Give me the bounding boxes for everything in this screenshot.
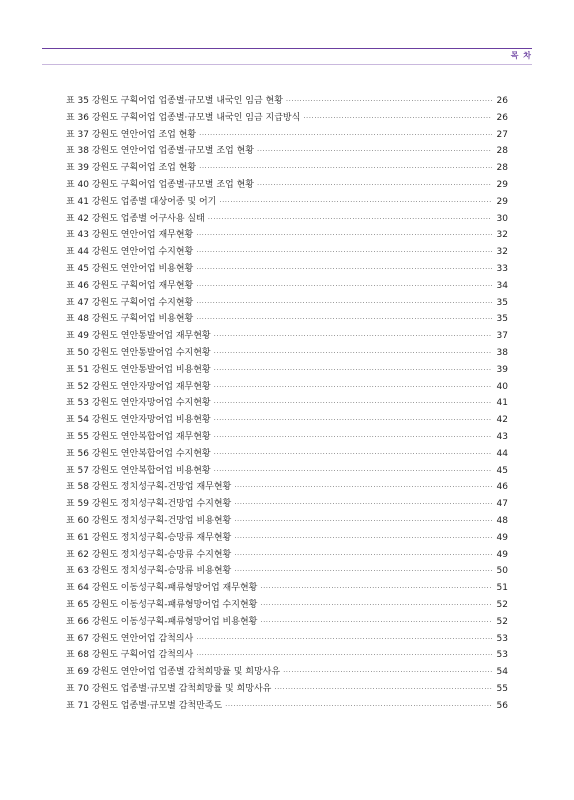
toc-entry-label: 표 49 강원도 연안통발어업 재무현황: [66, 331, 211, 342]
toc-entry[interactable]: [66, 278, 508, 295]
toc-leader-dots: [214, 412, 492, 429]
toc-entry[interactable]: [66, 446, 508, 463]
toc-entry-page: 50: [496, 566, 508, 577]
toc-leader-dots: [214, 362, 492, 379]
toc-entry-page: 49: [496, 532, 508, 543]
toc-entry-page: 42: [496, 415, 508, 426]
toc-entry-page: 40: [496, 381, 508, 392]
toc-entry[interactable]: [66, 177, 508, 194]
toc-entry[interactable]: [66, 597, 508, 614]
page-title: 목 차: [510, 51, 532, 60]
toc-entry-label: 표 35 강원도 구획어업 업종별·규모별 내국인 임금 현황: [66, 96, 283, 106]
toc-entry-label: 표 71 강원도 업종별·규모별 감척만족도: [66, 700, 223, 711]
toc-entry[interactable]: [66, 311, 508, 328]
toc-entry-page: 49: [496, 549, 508, 560]
toc-entry-page: 41: [496, 398, 508, 409]
toc-entry[interactable]: [66, 429, 508, 446]
toc-leader-dots: [303, 110, 492, 127]
toc-entry-label: 표 37 강원도 연안어업 조업 현황: [66, 129, 197, 140]
toc-entry-label: 표 62 강원도 정치성구획-승망류 수지현황: [66, 549, 232, 560]
toc-entry-page: 33: [496, 263, 508, 274]
toc-leader-dots: [214, 379, 492, 396]
toc-leader-dots: [214, 395, 492, 412]
toc-entry-page: 55: [496, 683, 508, 694]
toc-entry-label: 표 38 강원도 연안어업 업종별·규모별 조업 현황: [66, 146, 254, 157]
toc-leader-dots: [199, 127, 492, 144]
toc-leader-dots: [257, 177, 492, 194]
toc-entry[interactable]: [66, 345, 508, 362]
toc-entry-page: 35: [496, 297, 508, 308]
toc-entry-label: 표 48 강원도 구획어업 비용현황: [66, 314, 194, 325]
toc-entry-page: 52: [496, 616, 508, 627]
toc-entry[interactable]: [66, 631, 508, 648]
toc-entry-page: 53: [496, 633, 508, 644]
toc-entry[interactable]: [66, 160, 508, 177]
header-rule-secondary: [42, 64, 532, 65]
toc-leader-dots: [196, 227, 492, 244]
toc-entry-label: 표 39 강원도 구획어업 조업 현황: [66, 163, 197, 174]
toc-entry[interactable]: [66, 614, 508, 631]
toc-entry-page: 37: [496, 331, 508, 342]
toc-entry[interactable]: [66, 328, 508, 345]
toc-entry-label: 표 64 강원도 이동성구획-패류형망어업 재무현황: [66, 583, 258, 594]
toc-entry[interactable]: [66, 244, 508, 261]
toc-leader-dots: [196, 278, 492, 295]
toc-entry-label: 표 70 강원도 업종별·규모별 감척희망률 및 희망사유: [66, 683, 272, 694]
toc-leader-dots: [219, 194, 492, 211]
toc-leader-dots: [196, 647, 492, 664]
toc-leader-dots: [260, 580, 492, 597]
toc-leader-dots: [214, 463, 492, 480]
toc-entry[interactable]: [66, 194, 508, 211]
header-rule: [42, 48, 532, 49]
toc-leader-dots: [208, 211, 492, 228]
toc-leader-dots: [257, 143, 492, 160]
table-of-contents: [66, 93, 508, 714]
toc-entry-label: 표 36 강원도 구획어업 업종별·규모별 내국인 임금 지급방식: [66, 112, 301, 123]
toc-leader-dots: [196, 311, 492, 328]
toc-leader-dots: [199, 160, 492, 177]
toc-leader-dots: [260, 614, 492, 631]
toc-entry-page: 30: [496, 213, 508, 224]
toc-entry-label: 표 44 강원도 연안어업 수지현황: [66, 247, 194, 258]
toc-entry[interactable]: [66, 664, 508, 681]
toc-entry-label: 표 65 강원도 이동성구획-패류형망어업 수지현황: [66, 599, 258, 610]
toc-leader-dots: [225, 698, 492, 715]
toc-entry-page: 29: [496, 179, 508, 190]
toc-leader-dots: [234, 530, 492, 547]
toc-entry-page: 38: [496, 347, 508, 358]
toc-leader-dots: [214, 446, 492, 463]
toc-entry[interactable]: [66, 412, 508, 429]
toc-entry-page: 35: [496, 314, 508, 325]
toc-entry-label: 표 57 강원도 연안복합어업 비용현황: [66, 465, 211, 476]
toc-entry[interactable]: [66, 110, 508, 127]
toc-entry-label: 표 54 강원도 연안자망어업 비용현황: [66, 415, 211, 426]
toc-entry-page: 54: [496, 667, 508, 678]
toc-leader-dots: [234, 563, 492, 580]
toc-leader-dots: [214, 345, 492, 362]
toc-entry-label: 표 40 강원도 구획어업 업종별·규모별 조업 현황: [66, 179, 254, 190]
toc-entry[interactable]: [66, 143, 508, 160]
toc-entry-page: 32: [496, 247, 508, 258]
toc-entry-label: 표 69 강원도 연안어업 업종별 감척희망률 및 희망사유: [66, 667, 281, 678]
toc-entry[interactable]: [66, 479, 508, 496]
toc-entry-page: 26: [496, 112, 508, 123]
toc-entry[interactable]: [66, 362, 508, 379]
toc-entry-label: 표 67 강원도 연안어업 감척의사: [66, 633, 194, 644]
toc-entry-page: 51: [496, 583, 508, 594]
toc-entry-page: 56: [496, 700, 508, 711]
toc-entry-label: 표 41 강원도 업종별 대상어종 및 어기: [66, 196, 217, 207]
toc-leader-dots: [234, 496, 492, 513]
toc-leader-dots: [274, 681, 492, 698]
toc-entry-page: 47: [496, 499, 508, 510]
toc-entry-page: 32: [496, 230, 508, 241]
toc-entry-label: 표 51 강원도 연안통발어업 비용현황: [66, 364, 211, 375]
toc-entry-label: 표 58 강원도 정치성구획-건망업 재무현황: [66, 482, 232, 493]
toc-entry[interactable]: [66, 295, 508, 312]
toc-entry[interactable]: [66, 395, 508, 412]
toc-entry-label: 표 52 강원도 연안자망어업 재무현황: [66, 381, 211, 392]
toc-leader-dots: [214, 429, 492, 446]
toc-entry-label: 표 47 강원도 구획어업 수지현황: [66, 297, 194, 308]
toc-leader-dots: [234, 479, 492, 496]
toc-entry[interactable]: [66, 127, 508, 144]
toc-entry-page: 28: [496, 146, 508, 157]
toc-leader-dots: [196, 295, 492, 312]
toc-entry-label: 표 46 강원도 구획어업 재무현황: [66, 280, 194, 291]
toc-entry[interactable]: [66, 580, 508, 597]
toc-entry-label: 표 60 강원도 정치성구획-건망업 비용현황: [66, 515, 232, 526]
toc-entry-page: 39: [496, 364, 508, 375]
toc-leader-dots: [283, 664, 492, 681]
toc-entry-page: 43: [496, 431, 508, 442]
toc-entry[interactable]: [66, 547, 508, 564]
toc-entry[interactable]: [66, 563, 508, 580]
toc-entry-label: 표 42 강원도 업종별 어구사용 실태: [66, 213, 205, 224]
toc-entry-page: 45: [496, 465, 508, 476]
toc-entry-page: 48: [496, 515, 508, 526]
toc-entry-page: 46: [496, 482, 508, 493]
toc-leader-dots: [196, 631, 492, 648]
toc-entry-label: 표 55 강원도 연안복합어업 재무현황: [66, 431, 211, 442]
toc-entry[interactable]: [66, 379, 508, 396]
toc-leader-dots: [286, 93, 492, 110]
toc-entry[interactable]: [66, 647, 508, 664]
toc-entry-label: 표 68 강원도 구획어업 감척의사: [66, 650, 194, 661]
toc-entry-label: 표 61 강원도 정치성구획-승망류 재무현황: [66, 532, 232, 543]
toc-entry[interactable]: [66, 227, 508, 244]
toc-entry-page: 34: [496, 280, 508, 291]
toc-entry[interactable]: [66, 496, 508, 513]
toc-leader-dots: [214, 328, 492, 345]
toc-entry[interactable]: [66, 93, 508, 110]
toc-entry[interactable]: [66, 513, 508, 530]
toc-leader-dots: [234, 547, 492, 564]
toc-entry-page: 26: [496, 96, 508, 106]
toc-entry[interactable]: [66, 211, 508, 228]
toc-entry-page: 28: [496, 163, 508, 174]
toc-entry-label: 표 43 강원도 연안어업 재무현황: [66, 230, 194, 241]
toc-entry[interactable]: [66, 698, 508, 715]
toc-entry-label: 표 59 강원도 정치성구획-건망업 수지현황: [66, 499, 232, 510]
toc-entry-page: 29: [496, 196, 508, 207]
toc-entry[interactable]: [66, 681, 508, 698]
toc-entry-page: 52: [496, 599, 508, 610]
toc-leader-dots: [196, 244, 492, 261]
toc-leader-dots: [260, 597, 492, 614]
toc-leader-dots: [234, 513, 492, 530]
toc-entry-page: 53: [496, 650, 508, 661]
toc-entry-label: 표 45 강원도 연안어업 비용현황: [66, 263, 194, 274]
toc-entry-label: 표 66 강원도 이동성구획-패류형망어업 비용현황: [66, 616, 258, 627]
toc-entry[interactable]: [66, 530, 508, 547]
toc-entry-page: 44: [496, 448, 508, 459]
toc-leader-dots: [196, 261, 492, 278]
toc-entry-label: 표 50 강원도 연안통발어업 수지현황: [66, 347, 211, 358]
toc-entry-label: 표 56 강원도 연안복합어업 수지현황: [66, 448, 211, 459]
toc-entry-page: 27: [496, 129, 508, 140]
toc-entry[interactable]: [66, 261, 508, 278]
toc-entry[interactable]: [66, 463, 508, 480]
toc-entry-label: 표 53 강원도 연안자망어업 수지현황: [66, 398, 211, 409]
toc-entry-label: 표 63 강원도 정치성구획-승망류 비용현황: [66, 566, 232, 577]
